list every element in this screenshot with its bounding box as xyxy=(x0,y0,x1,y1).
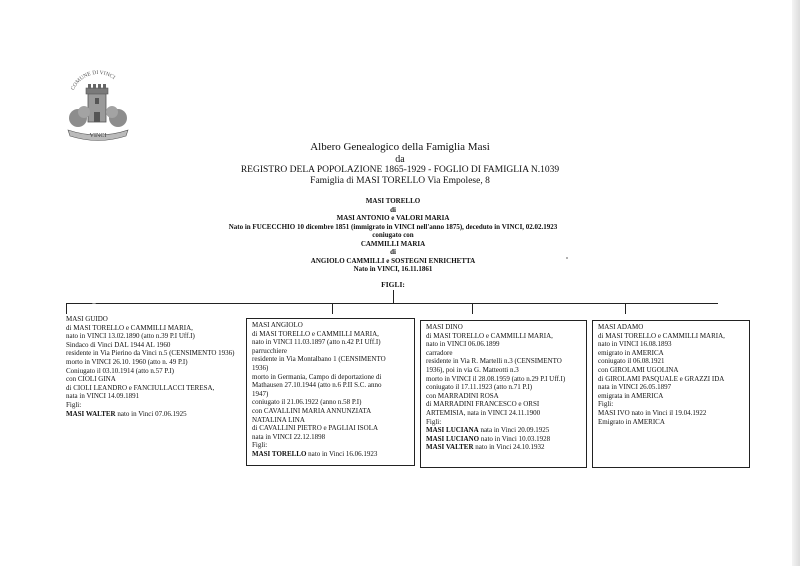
child-text-line xyxy=(252,338,414,347)
founder-line: Nato in FUCECCHIO 10 dicembre 1851 (immigrato in VINCI nell'anno 1875), deceduto in VINCI, 02.02.1923 xyxy=(228,222,558,231)
child-text: nato in Vinci 24.10.1932 xyxy=(473,443,545,452)
child-text-line xyxy=(426,409,586,418)
child-text-line xyxy=(252,390,414,399)
child-text: coniugato il 21.06.1922 (anno n.58 P.I) xyxy=(252,398,362,407)
founder-line: di xyxy=(390,248,396,256)
child-text: nato in VINCI 16.08.1893 xyxy=(598,340,672,349)
child-text: MASI GUIDO xyxy=(66,315,108,323)
child-text: nato in Vinci 10.03.1928 xyxy=(479,434,551,443)
child-text: 1936) xyxy=(252,363,269,372)
child-text-line xyxy=(426,332,586,341)
child-name-bold: MASI VALTER xyxy=(426,443,474,452)
child-text: di GIROLAMI PASQUALE e GRAZZI IDA xyxy=(598,374,725,383)
child-text: emigrata in AMERICA xyxy=(598,391,664,400)
child-text-line xyxy=(598,340,749,349)
child-text: 1947) xyxy=(252,389,269,398)
child-text-line xyxy=(252,433,414,442)
child-text-line xyxy=(252,441,414,450)
child-text: carradore xyxy=(426,348,453,357)
child-text-line xyxy=(66,332,248,341)
header-famiglia: Famiglia di MASI TORELLO Via Empolese, 8 xyxy=(310,176,490,186)
child-text-line xyxy=(426,392,586,401)
child-text: nato in VINCI 11.03.1897 (atto n.42 P.I Uff.I) xyxy=(252,338,381,347)
child-text-line xyxy=(426,426,586,435)
child-text: Figli: xyxy=(66,400,82,409)
child-text-line xyxy=(426,349,586,358)
child-text-line xyxy=(252,424,414,433)
document-title: Albero Genealogico della Famiglia Masi xyxy=(310,141,490,153)
child-text-line xyxy=(252,416,414,425)
founder-line: Nato in VINCI, 16.11.1861 xyxy=(353,265,433,273)
svg-text:VINCI: VINCI xyxy=(89,133,107,139)
child-text-line xyxy=(252,321,414,330)
child-text-line xyxy=(598,392,749,401)
child-text-line xyxy=(66,367,248,376)
child-text: Figli: xyxy=(426,417,442,426)
child-text: nata in VINCI 22.12.1898 xyxy=(252,432,326,441)
child-text: con CAVALLINI MARIA ANNUNZIATA xyxy=(252,406,372,415)
child-text: emigrato in AMERICA xyxy=(598,348,664,357)
child-text: ARTEMISIA, nata in VINCI 24.11.1900 xyxy=(426,408,541,417)
child-text-line xyxy=(252,407,414,416)
child-text-line xyxy=(426,375,586,384)
child-masi-angiolo xyxy=(246,318,415,466)
founder-line: CAMMILLI MARIA xyxy=(360,239,426,248)
child-text: Figli: xyxy=(252,441,268,450)
child-text: MASI ANGIOLO xyxy=(252,321,303,329)
child-masi-adamo xyxy=(592,320,750,468)
child-text-line xyxy=(426,400,586,409)
child-text-line xyxy=(66,315,248,324)
child-text-line xyxy=(426,340,586,349)
child-text-line xyxy=(252,398,414,407)
child-text-line xyxy=(66,375,248,384)
child-text-line xyxy=(598,375,749,384)
child-text: nato in Vinci 16.06.1923 xyxy=(306,449,378,458)
child-text: nata in VINCI 26.05.1897 xyxy=(598,383,672,392)
child-text: di MASI TORELLO e CAMMILLI MARIA, xyxy=(426,331,553,340)
comune-di-vinci-logo xyxy=(62,70,134,142)
child-text: parrucchiere xyxy=(252,346,287,355)
header-registro: REGISTRO DELA POPOLAZIONE 1865-1929 - FOGLIO DI FAMIGLIA N.1039 xyxy=(240,165,560,175)
child-text-line xyxy=(66,392,248,401)
child-text-line xyxy=(66,358,248,367)
child-text: Coniugato il 03.10.1914 (atto n.57 P.I) xyxy=(66,366,174,375)
founder-line: coniugato con xyxy=(372,231,414,239)
scan-speck xyxy=(92,303,96,304)
founder-line: di xyxy=(390,205,396,214)
child-text: residente in Via Montalbano 1 (CENSIMENTO xyxy=(252,355,386,364)
child-text: nato in Vinci il 19.04.1922 xyxy=(629,408,707,417)
child-text: di MASI TORELLO e CAMMILLI MARIA, xyxy=(66,323,193,332)
child-text-line xyxy=(66,384,248,393)
child-text: morto in VINCI 26.10. 1960 (atto n. 49 P.I) xyxy=(66,357,188,366)
child-text-line xyxy=(426,443,586,452)
tree-stem xyxy=(393,290,394,303)
child-text-line xyxy=(598,349,749,358)
child-text-line xyxy=(66,410,248,419)
child-text: con CIOLI GINA xyxy=(66,375,116,384)
child-text-line xyxy=(252,330,414,339)
child-text: di MARRADINI FRANCESCO e ORSI xyxy=(426,400,540,409)
child-name-bold: MASI WALTER xyxy=(66,409,116,418)
child-text-line xyxy=(252,381,414,390)
founder-line: ANGIOLO CAMMILLI e SOSTEGNI ENRICHETTA xyxy=(310,256,476,265)
child-text-line xyxy=(252,373,414,382)
child-masi-guido xyxy=(66,315,248,418)
child-text-line xyxy=(66,349,248,358)
child-text-line xyxy=(598,383,749,392)
page-edge xyxy=(792,0,800,566)
child-text: con GIROLAMI UGOLINA xyxy=(598,365,679,374)
child-text-line xyxy=(598,332,749,341)
child-text: residente in Via R. Martelli n.3 (CENSIMENTO xyxy=(426,357,562,366)
child-text-line xyxy=(598,357,749,366)
child-text: MASI ADAMO xyxy=(598,323,644,331)
child-text: di CIOLI LEANDRO e FANCIULLACCI TERESA, xyxy=(66,383,215,392)
child-text-line xyxy=(426,435,586,444)
child-text: nato in VINCI 06.06.1899 xyxy=(426,340,500,349)
child-text: nata in VINCI 14.09.1891 xyxy=(66,392,140,401)
child-text: di MASI TORELLO e CAMMILLI MARIA, xyxy=(598,331,725,340)
child-text: 1936), poi in via G. Matteotti n.3 xyxy=(426,365,519,374)
child-text: coniugato il 17.11.1923 (atto n.71 P.I) xyxy=(426,383,533,392)
tree-horizontal-line xyxy=(66,303,718,304)
svg-text:COMUNE DI VINCI: COMUNE DI VINCI xyxy=(70,70,117,92)
child-text-line xyxy=(426,357,586,366)
child-text-line xyxy=(252,347,414,356)
tree-branch xyxy=(332,304,333,314)
founder-line: MASI ANTONIO e VALORI MARIA xyxy=(336,214,450,222)
child-text-line xyxy=(252,450,414,459)
child-text: morto in Germania, Campo di deportazione di xyxy=(252,372,382,381)
child-text-line xyxy=(426,383,586,392)
founder-line: MASI TORELLO xyxy=(365,197,421,205)
child-text: morto in VINCI il 28.08.1959 (atto n.29 P.I Uff.I) xyxy=(426,374,566,383)
child-name-bold: MASI TORELLO xyxy=(252,449,307,458)
child-name-bold: MASI LUCIANO xyxy=(426,434,480,443)
child-text-line xyxy=(252,364,414,373)
child-text: nata in Vinci 20.09.1925 xyxy=(478,426,550,435)
child-text-line xyxy=(426,366,586,375)
child-text-line xyxy=(598,418,749,427)
figli-label: FIGLI: xyxy=(381,280,405,289)
child-text: di CAVALLINI PIETRO e PAGLIAI ISOLA xyxy=(252,424,379,433)
child-name-bold: MASI LUCIANA xyxy=(426,426,479,435)
tree-branch xyxy=(66,304,67,314)
child-text: MASI IVO xyxy=(598,408,630,417)
child-text: nato in VINCI 13.02.1890 (atto n.39 P.I Uff.I) xyxy=(66,332,195,341)
child-text: con MARRADINI ROSA xyxy=(426,391,499,400)
child-text-line xyxy=(66,341,248,350)
child-text-line xyxy=(598,409,749,418)
child-text: Figli: xyxy=(598,400,614,409)
child-text: di MASI TORELLO e CAMMILLI MARIA, xyxy=(252,329,379,338)
tree-branch xyxy=(625,304,626,314)
child-text: Mathausen 27.10.1944 (atto n.6 P.II S.C. anno xyxy=(252,381,382,390)
child-text-line xyxy=(66,401,248,410)
child-text: Emigrato in AMERICA xyxy=(598,417,665,426)
scan-speck xyxy=(566,257,568,259)
tree-branch xyxy=(472,304,473,314)
child-text-line xyxy=(598,400,749,409)
child-text-line xyxy=(252,355,414,364)
header-da: da xyxy=(395,154,405,165)
child-text-line xyxy=(598,323,749,332)
child-text: coniugato il 06.08.1921 xyxy=(598,357,665,366)
child-text-line xyxy=(66,324,248,333)
child-text-line xyxy=(426,323,586,332)
child-text: residente in Via Pierino da Vinci n.5 (CENSIMENTO 1936) xyxy=(66,349,235,358)
child-text-line xyxy=(426,418,586,427)
child-text: nato in Vinci 07.06.1925 xyxy=(115,409,187,418)
child-text-line xyxy=(598,366,749,375)
child-masi-dino xyxy=(420,320,587,468)
child-text: MASI DINO xyxy=(426,323,463,331)
child-text: Sindaco di Vinci DAL 1944 AL 1960 xyxy=(66,340,171,349)
child-text: NATALINA LINA xyxy=(252,415,305,424)
